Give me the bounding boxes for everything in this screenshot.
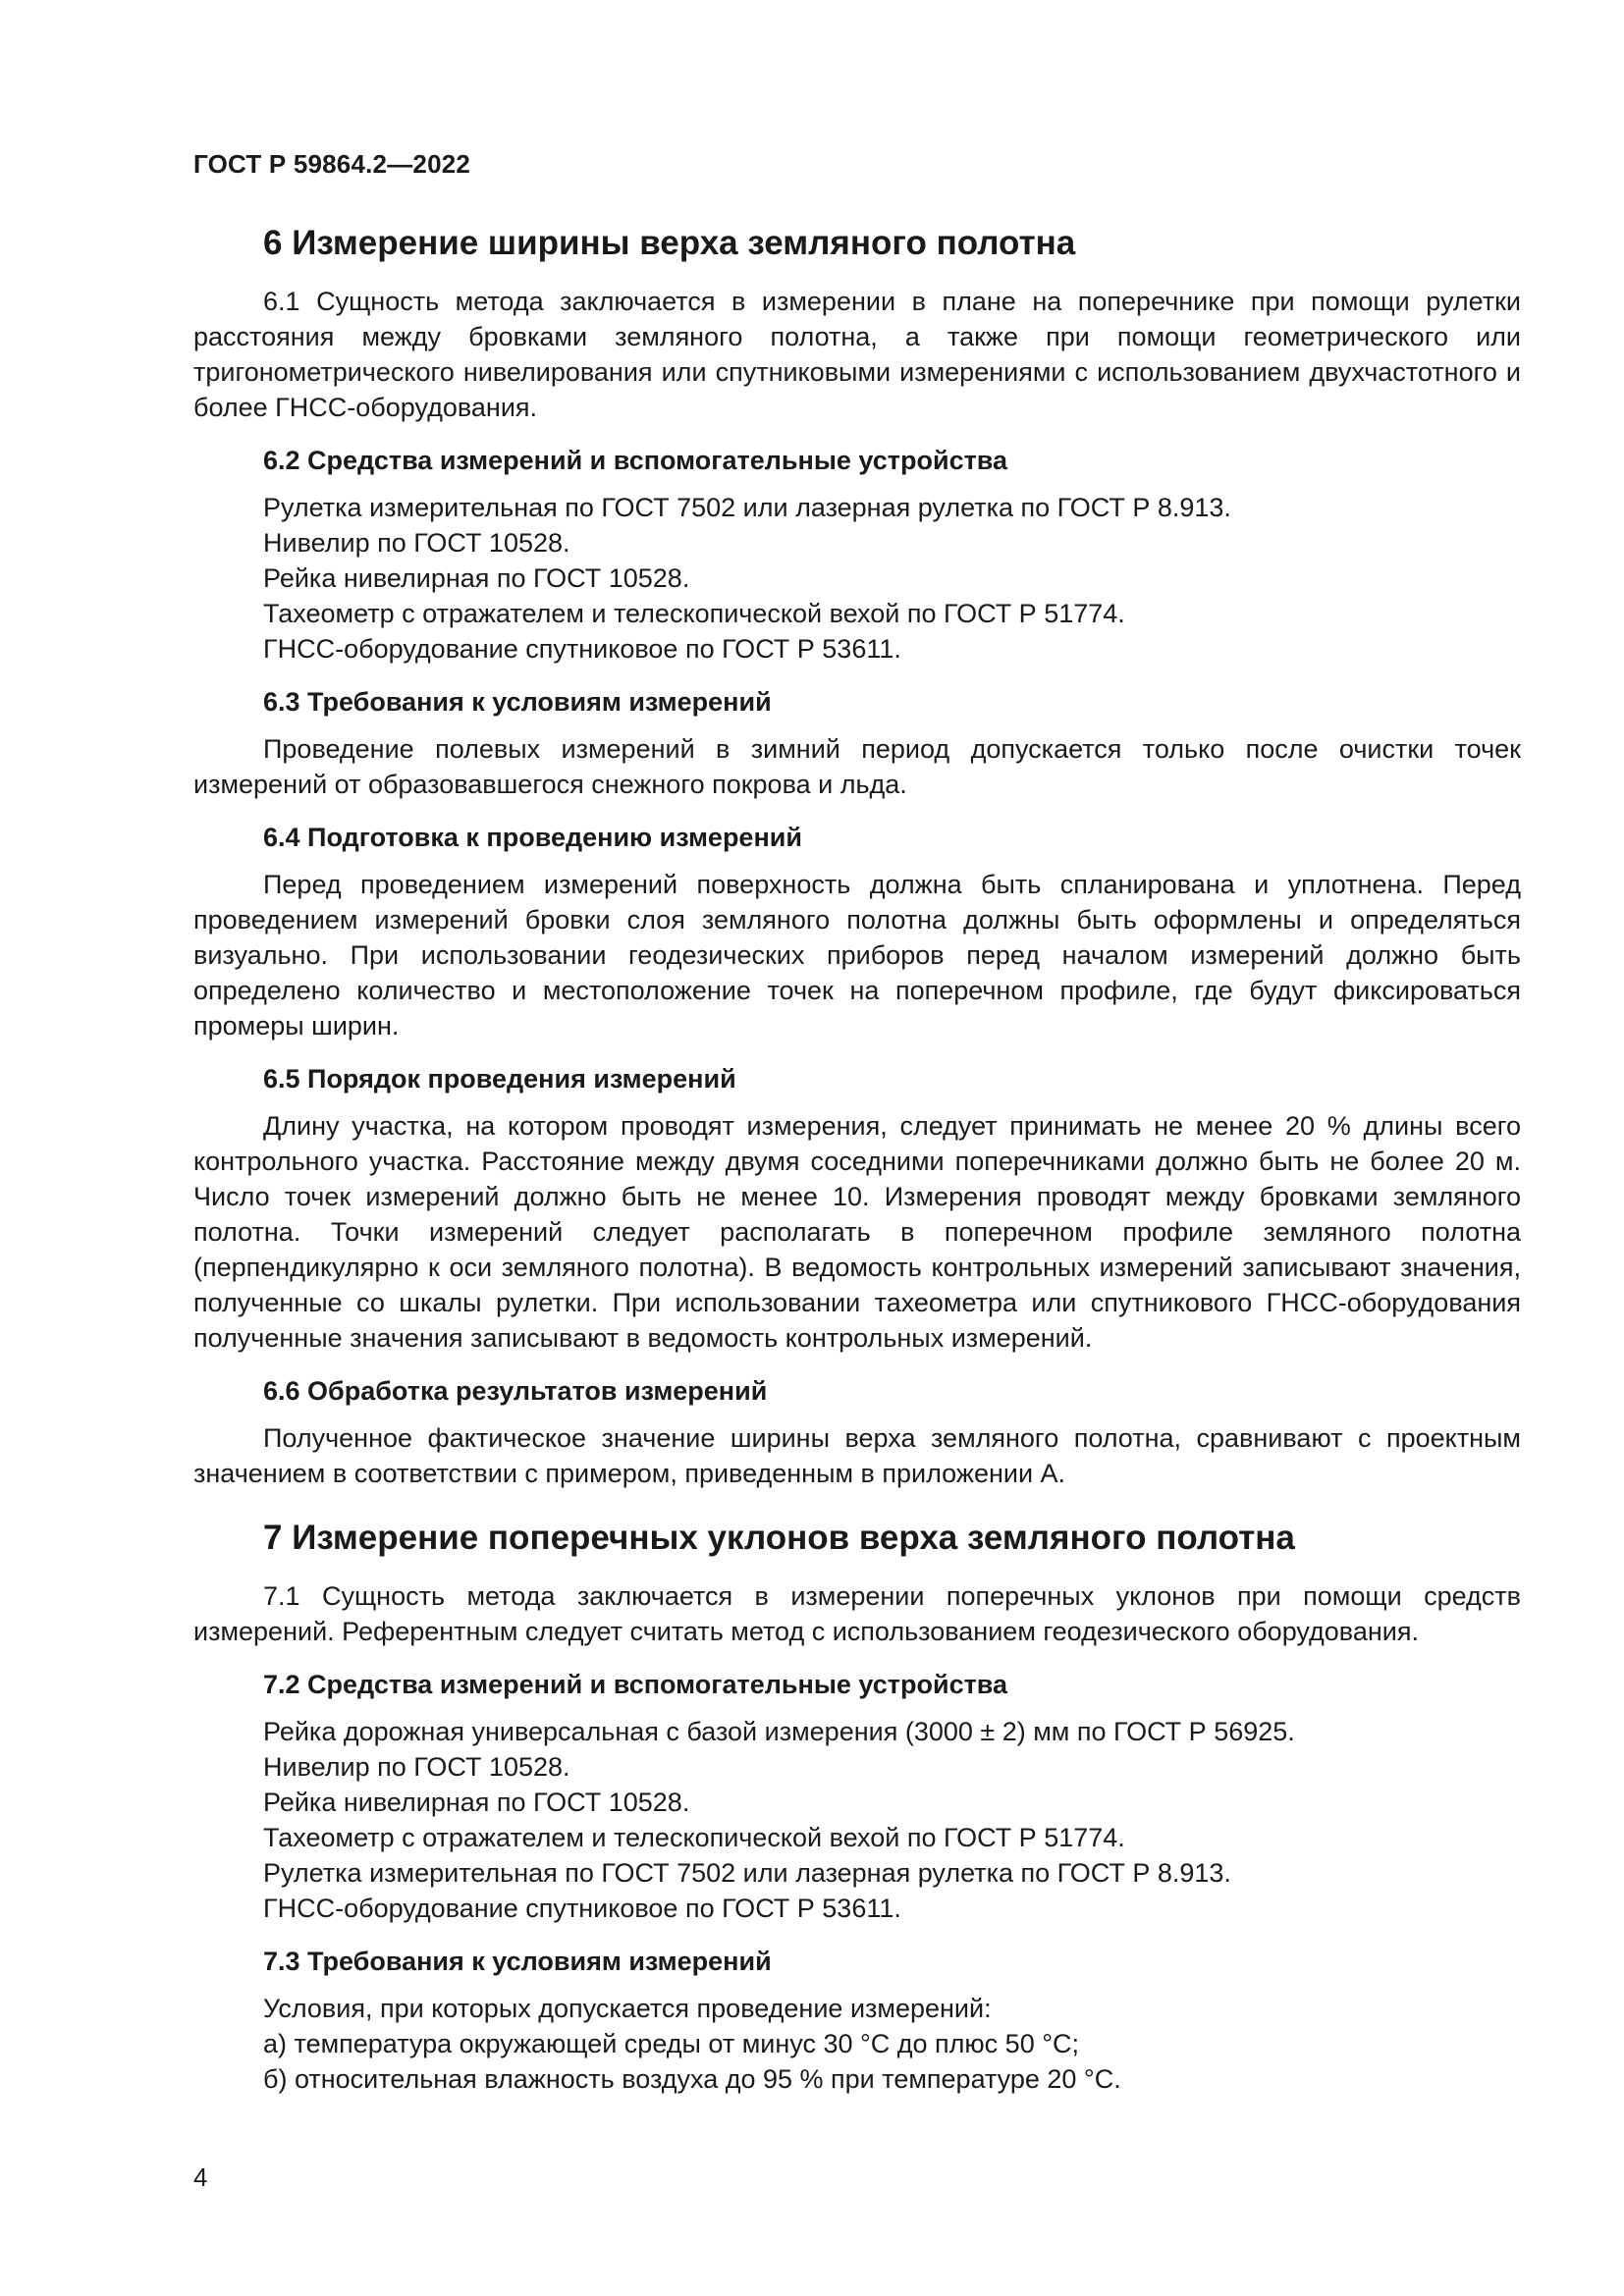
section-6-3-paragraph: Проведение полевых измерений в зимний период допускается только после очистки точек измерений от образовавшегося снежного покрова и льда. bbox=[193, 734, 1521, 799]
section-6-2-item: Нивелир по ГОСТ 10528. bbox=[263, 528, 570, 558]
section-6-5-title: 6.5 Порядок проведения измерений bbox=[263, 1064, 736, 1094]
section-6-3-title: 6.3 Требования к условиям измерений bbox=[263, 687, 772, 717]
section-6-2-title: 6.2 Средства измерений и вспомогательные устройства bbox=[263, 446, 1008, 475]
section-7-2-item: Тахеометр с отражателем и телескопической вехой по ГОСТ Р 51774. bbox=[263, 1823, 1125, 1852]
section-7-2-item: Рейка нивелирная по ГОСТ 10528. bbox=[263, 1788, 690, 1817]
section-7-2-item: ГНСС-оборудование спутниковое по ГОСТ Р 53611. bbox=[263, 1894, 901, 1923]
section-7-2-item: Рейка дорожная универсальная с базой измерения (3000 ± 2) мм по ГОСТ Р 56925. bbox=[263, 1717, 1295, 1746]
section-6-2-item: Рулетка измерительная по ГОСТ 7502 или лазерная рулетка по ГОСТ Р 8.913. bbox=[263, 493, 1231, 522]
section-7-title: 7 Измерение поперечных уклонов верха земляного полотна bbox=[263, 1519, 1295, 1557]
section-7-2-item: Рулетка измерительная по ГОСТ 7502 или лазерная рулетка по ГОСТ Р 8.913. bbox=[263, 1858, 1231, 1888]
section-6-5-paragraph: Длину участка, на котором проводят измерения, следует принимать не менее 20 % длины всего контрольного участка. Расстояние между двумя соседними поперечниками должно быть не более 20 м. Число точек измерений должно быть не менее 10. Измерения проводят между бровками земляного полотна. Точки измерений следует располагать в поперечном профиле земляного полотна (перпендикулярно к оси земляного полотна). В ведомость контрольных измерений записывают значения, полученные со шкалы рулетки. При использовании тахеометра или спутникового ГНСС-оборудования полученные значения записывают в ведомость контрольных измерений. bbox=[193, 1111, 1521, 1353]
section-6-2-item: Рейка нивелирная по ГОСТ 10528. bbox=[263, 563, 690, 593]
section-6-6-paragraph: Полученное фактическое значение ширины верха земляного полотна, сравнивают с проектным значением в соответствии с примером, приведенным в приложении А. bbox=[193, 1423, 1521, 1488]
section-7-2-item: Нивелир по ГОСТ 10528. bbox=[263, 1752, 570, 1782]
section-6-4-title: 6.4 Подготовка к проведению измерений bbox=[263, 823, 802, 852]
document-body bbox=[193, 222, 1521, 2097]
document-header: ГОСТ Р 59864.2—2022 bbox=[193, 149, 471, 179]
section-6-2-item: Тахеометр с отражателем и телескопической вехой по ГОСТ Р 51774. bbox=[263, 599, 1125, 628]
section-7-2-title: 7.2 Средства измерений и вспомогательные устройства bbox=[263, 1670, 1008, 1699]
section-6-2-item: ГНСС-оборудование спутниковое по ГОСТ Р 53611. bbox=[263, 634, 901, 664]
page-number: 4 bbox=[193, 2163, 208, 2192]
section-6-6-title: 6.6 Обработка результатов измерений bbox=[263, 1376, 768, 1406]
section-7-3-title: 7.3 Требования к условиям измерений bbox=[263, 1947, 772, 1976]
section-7-1-paragraph: 7.1 Сущность метода заключается в измерении поперечных уклонов при помощи средств измерений. Референтным следует считать метод с использованием геодезического оборудования. bbox=[193, 1581, 1521, 1646]
section-6-1-paragraph: 6.1 Сущность метода заключается в измерении в плане на поперечнике при помощи рулетки расстояния между бровками земляного полотна, а также при помощи геометрического или тригонометрического нивелирования или спутниковыми измерениями с использованием двухчастотного и более ГНСС-оборудования. bbox=[193, 287, 1521, 422]
section-7-3-item: а) температура окружающей среды от минус 30 °С до плюс 50 °С; bbox=[263, 2029, 1080, 2058]
section-6-title: 6 Измерение ширины верха земляного полотна bbox=[263, 224, 1076, 262]
section-7-3-item: б) относительная влажность воздуха до 95 % при температуре 20 °С. bbox=[263, 2064, 1121, 2094]
section-6-4-paragraph: Перед проведением измерений поверхность должна быть спланирована и уплотнена. Перед проведением измерений бровки слоя земляного полотна должны быть оформлены и определяться визуально. При использовании геодезических приборов перед началом измерений должно быть определено количество и местоположение точек на поперечном профиле, где будут фиксироваться промеры ширин. bbox=[193, 870, 1521, 1041]
section-7-3-intro: Условия, при которых допускается проведение измерений: bbox=[263, 1994, 992, 2023]
